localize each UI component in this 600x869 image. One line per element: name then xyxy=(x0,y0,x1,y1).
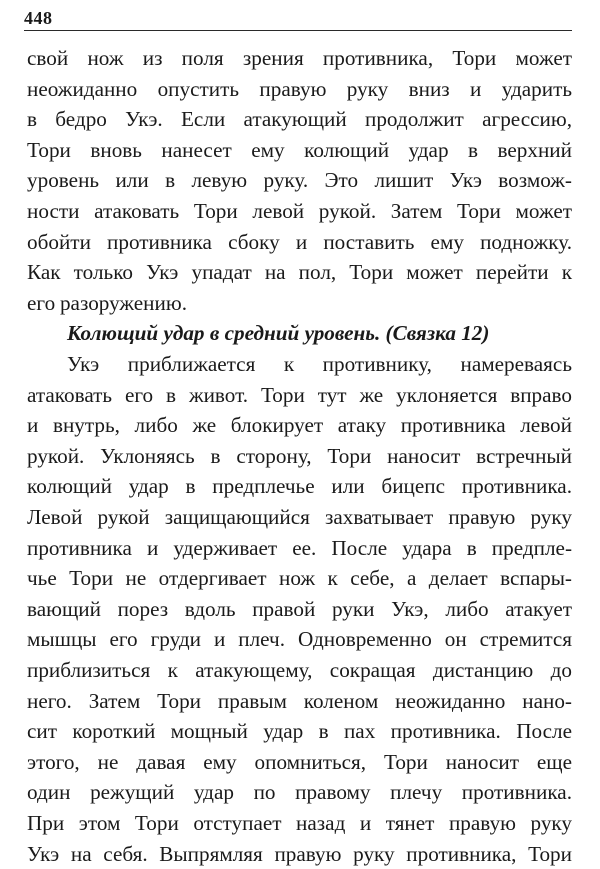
text-line: неожиданно опустить правую руку вниз и ударить xyxy=(27,74,572,105)
text-line: Левой рукой защищающийся захватывает правую руку xyxy=(27,502,572,533)
text-line: Укэ приближается к противнику, намереваясь xyxy=(27,349,572,380)
text-line: колющий удар в предплечье или бицепс противника. xyxy=(27,471,572,502)
text-line: вающий порез вдоль правой руки Укэ, либо атакует xyxy=(27,594,572,625)
page-header xyxy=(24,8,572,32)
text-line: свой нож из поля зрения противника, Тори может xyxy=(27,43,572,74)
text-line: Как только Укэ упадат на пол, Тори может перейти к xyxy=(27,257,572,288)
text-line: сит короткий мощный удар в пах противника. После xyxy=(27,716,572,747)
text-line: и внутрь, либо же блокирует атаку противника левой xyxy=(27,410,572,441)
text-line: уровень или в левую руку. Это лишит Укэ возмож- xyxy=(27,165,572,196)
text-line: него. Затем Тори правым коленом неожиданно нано- xyxy=(27,686,572,717)
text-line: Тори вновь нанесет ему колющий удар в верхний xyxy=(27,135,572,166)
paragraph-2 xyxy=(27,349,572,869)
text-line: приблизиться к атакующему, сокращая дистанцию до xyxy=(27,655,572,686)
text-line: рукой. Уклоняясь в сторону, Тори наносит встречный xyxy=(27,441,572,472)
header-rule xyxy=(24,30,572,31)
text-line: в бедро Укэ. Если атакующий продолжит агрессию, xyxy=(27,104,572,135)
text-line: этого, не давая ему опомниться, Тори наносит еще xyxy=(27,747,572,778)
text-line: При этом Тори отступает назад и тянет правую руку xyxy=(27,808,572,839)
section-heading: Колющий удар в средний уровень. (Связка 12) xyxy=(67,318,572,349)
text-line: ности атаковать Тори левой рукой. Затем Тори может xyxy=(27,196,572,227)
text-line: обойти противника сбоку и поставить ему подножку. xyxy=(27,227,572,258)
text-line: чье Тори не отдергивает нож к себе, а делает вспары- xyxy=(27,563,572,594)
page-number: 448 xyxy=(24,8,53,28)
text-line: его разоружению. xyxy=(27,288,572,319)
text-line: Укэ на себя. Выпрямляя правую руку противника, Тори xyxy=(27,839,572,869)
paragraph-1 xyxy=(27,43,572,318)
text-line: мышцы его груди и плеч. Одновременно он стремится xyxy=(27,624,572,655)
text-line: один режущий удар по правому плечу противника. xyxy=(27,777,572,808)
text-line: атаковать его в живот. Тори тут же уклоняется вправо xyxy=(27,380,572,411)
text-line: противника и удерживает ее. После удара в предпле- xyxy=(27,533,572,564)
